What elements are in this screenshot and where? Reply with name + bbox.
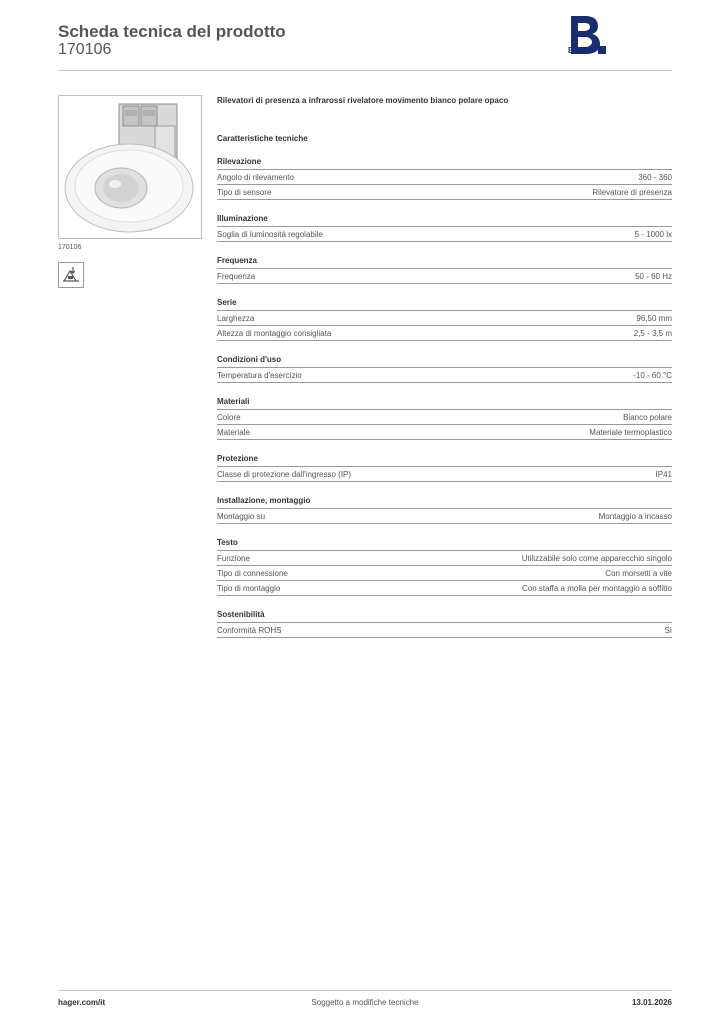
spec-value: 50 - 60 Hz xyxy=(635,271,672,281)
spec-value: 360 - 360 xyxy=(638,172,672,182)
spec-group-title: Testo xyxy=(217,537,672,551)
spec-group xyxy=(217,156,672,200)
spec-row xyxy=(217,551,672,566)
spec-value: 5 - 1000 lx xyxy=(634,229,672,239)
spec-value: Con morsetti a vite xyxy=(605,568,672,578)
spec-label: Conformità ROHS xyxy=(217,625,282,635)
spec-group-title: Rilevazione xyxy=(217,156,672,170)
spec-label: Montaggio su xyxy=(217,511,266,521)
spec-group-title: Frequenza xyxy=(217,255,672,269)
spec-group xyxy=(217,297,672,341)
footer-date: 13.01.2026 xyxy=(631,998,672,1007)
spec-label: Temperatura d'esercizio xyxy=(217,370,302,380)
spec-group-title: Installazione, montaggio xyxy=(217,495,672,509)
spec-label: Soglia di luminosità regolabile xyxy=(217,229,323,239)
spec-group-title: Illuminazione xyxy=(217,213,672,227)
spec-row xyxy=(217,368,672,383)
spec-group xyxy=(217,453,672,482)
spec-row xyxy=(217,185,672,200)
spec-group xyxy=(217,354,672,383)
spec-row xyxy=(217,623,672,638)
spec-label: Classe di protezione dall'ingresso (IP) xyxy=(217,469,352,479)
image-caption: 170106 xyxy=(58,244,82,251)
spec-value: -10 - 60 °C xyxy=(633,370,672,380)
document-header xyxy=(58,20,672,71)
spec-group xyxy=(217,255,672,284)
spec-label: Tipo di connessione xyxy=(217,568,288,578)
spec-value: IP41 xyxy=(655,469,672,479)
spec-groups xyxy=(217,156,672,638)
product-image xyxy=(58,95,202,239)
spec-row xyxy=(217,410,672,425)
installation-icon xyxy=(58,262,84,288)
motion-detector-illustration xyxy=(59,96,201,238)
document-title: Scheda tecnica del prodotto xyxy=(58,22,286,41)
spec-group-title: Protezione xyxy=(217,453,672,467)
document-footer xyxy=(58,990,672,1017)
spec-group-title: Materiali xyxy=(217,396,672,410)
spec-group xyxy=(217,396,672,440)
spec-row xyxy=(217,566,672,581)
spec-row xyxy=(217,509,672,524)
footer-website[interactable]: hager.com/it xyxy=(58,998,106,1007)
footer-note: Soggetto a modifiche tecniche xyxy=(311,998,419,1007)
spec-group xyxy=(217,213,672,242)
spec-label: Materiale xyxy=(217,427,250,437)
spec-value: 96,50 mm xyxy=(636,313,672,323)
spec-row xyxy=(217,311,672,326)
spec-group xyxy=(217,537,672,596)
spec-label: Colore xyxy=(217,412,241,422)
spec-label: Tipo di montaggio xyxy=(217,583,281,593)
spec-row xyxy=(217,269,672,284)
spec-group-title: Condizioni d'uso xyxy=(217,354,672,368)
spec-group-title: Serie xyxy=(217,297,672,311)
spec-value: Sì xyxy=(664,625,672,635)
spec-group xyxy=(217,495,672,524)
spec-label: Tipo di sensore xyxy=(217,187,272,197)
spec-value: 2,5 - 3,5 m xyxy=(633,328,672,338)
section-title: Caratteristiche tecniche xyxy=(217,134,308,143)
spec-row xyxy=(217,170,672,185)
spec-value: Materiale termoplastico xyxy=(589,427,672,437)
spec-group xyxy=(217,609,672,638)
spec-value: Utilizzabile solo come apparecchio singolo xyxy=(521,553,672,563)
spec-group-title: Sostenibilità xyxy=(217,609,672,623)
product-description: Rilevatori di presenza a infrarossi rivelatore movimento bianco polare opaco xyxy=(217,96,509,105)
spec-label: Angolo di rilevamento xyxy=(217,172,294,182)
technical-data xyxy=(217,96,672,638)
spec-value: Con staffa a molla per montaggio a soffitto xyxy=(521,583,672,593)
brand-name: Berker xyxy=(568,46,594,55)
spec-label: Larghezza xyxy=(217,313,255,323)
spec-row xyxy=(217,467,672,482)
spec-value: Bianco polare xyxy=(623,412,672,422)
spec-label: Funzione xyxy=(217,553,250,563)
spec-row xyxy=(217,425,672,440)
spec-label: Altezza di montaggio consigliata xyxy=(217,328,332,338)
spec-row xyxy=(217,227,672,242)
spec-row xyxy=(217,326,672,341)
spec-value: Montaggio a incasso xyxy=(598,511,672,521)
product-number: 170106 xyxy=(58,41,112,58)
spec-value: Rilevatore di presenza xyxy=(592,187,672,197)
spec-label: Frequenza xyxy=(217,271,256,281)
spec-row xyxy=(217,581,672,596)
